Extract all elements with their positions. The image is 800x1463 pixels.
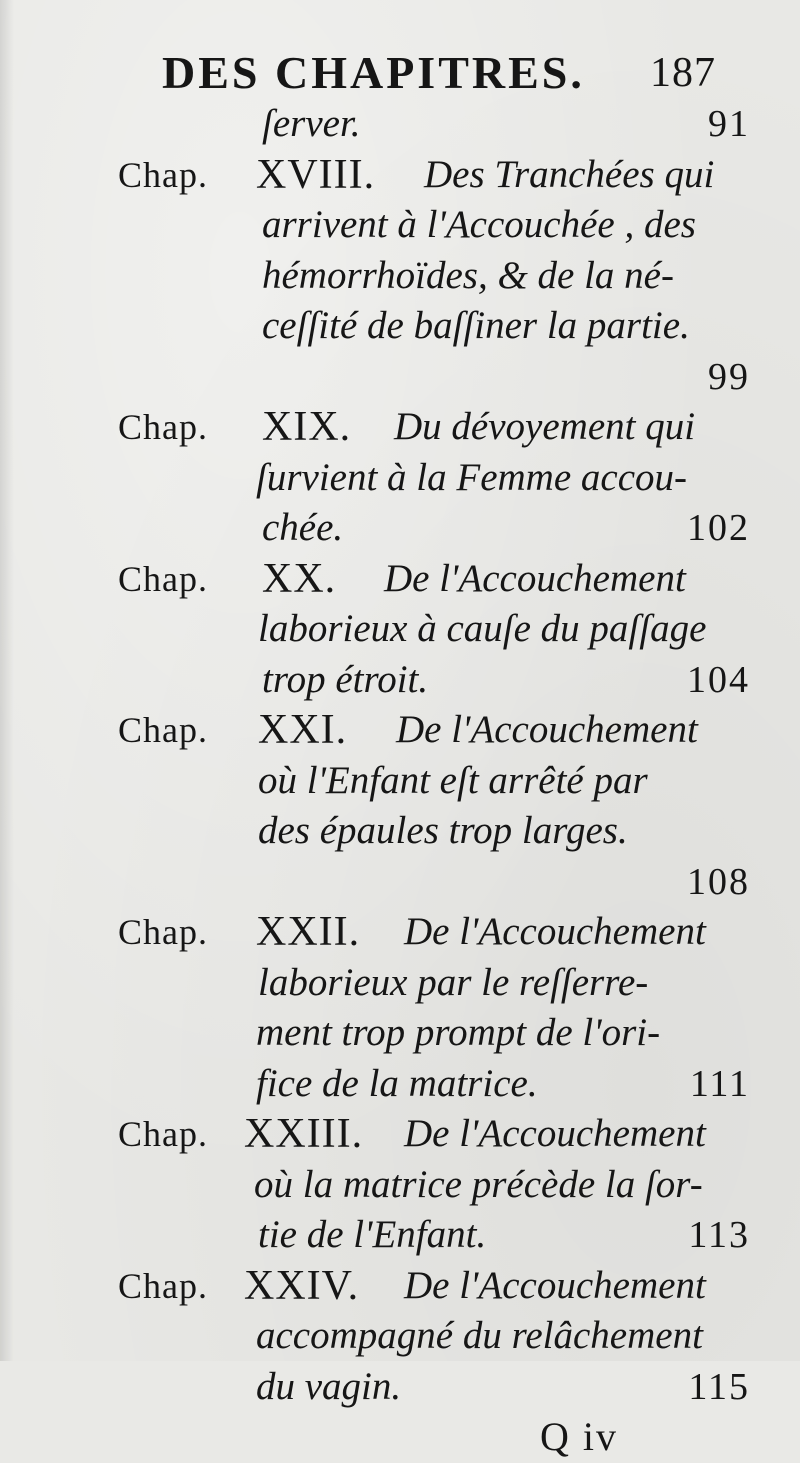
chapter-label: Chap. [118, 155, 208, 195]
chapter-title-line: Du dévoyement qui [394, 405, 696, 448]
continuation-text: ſerver. [262, 102, 361, 145]
chapter-title-line: De l'Accouchement [396, 708, 698, 751]
chapter-page: 102 [687, 507, 750, 549]
chapter-number: XXI. [258, 707, 348, 753]
chapter-label: Chap. [118, 1114, 208, 1154]
chapter-label: Chap. [118, 1266, 208, 1306]
running-head-page-number: 187 [650, 50, 716, 96]
chapter-number: XXIV. [244, 1263, 360, 1309]
chapter-title-line: arrivent à l'Accouchée , des [262, 203, 696, 246]
chapter-number: XVIII. [256, 152, 376, 198]
chapter-page: 111 [689, 1063, 750, 1105]
chapter-number: XIX. [262, 404, 352, 450]
chapter-title-line: De l'Accouchement [404, 1264, 706, 1307]
chapter-title-line: du vagin. [256, 1365, 402, 1408]
signature-mark: Q iv [540, 1414, 618, 1459]
chapter-page: 108 [687, 861, 750, 903]
chapter-label: Chap. [118, 912, 208, 952]
chapter-page: 115 [688, 1366, 750, 1408]
chapter-title-line: De l'Accouchement [404, 910, 706, 953]
chapter-title-line: ſurvient à la Femme accou- [256, 456, 688, 499]
chapter-page: 99 [708, 356, 750, 398]
chapter-title-line: accompagné du relâchement [256, 1314, 703, 1357]
chapter-title-line: où la matrice précède la ſor- [254, 1163, 703, 1206]
chapter-label: Chap. [118, 710, 208, 750]
chapter-title-line: fice de la matrice. [256, 1062, 538, 1105]
chapter-title-line: laborieux par le reſſerre- [258, 961, 649, 1004]
chapter-title-line: De l'Accouchement [404, 1112, 706, 1155]
chapter-label: Chap. [118, 559, 208, 599]
chapter-page: 113 [688, 1214, 750, 1256]
chapter-number: XX. [262, 556, 337, 602]
chapter-title-line: Des Tranchées qui [424, 153, 715, 196]
continuation-page: 91 [708, 103, 750, 145]
chapter-title-line: ceſſité de baſſiner la partie. [262, 304, 690, 347]
running-head-title: DES CHAPITRES. [162, 47, 585, 98]
chapter-label: Chap. [118, 407, 208, 447]
chapter-number: XXII. [256, 909, 361, 955]
chapter-title-line: des épaules trop larges. [258, 809, 628, 852]
chapter-title-line: hémorrhoïdes, & de la né- [262, 254, 674, 297]
chapter-title-line: laborieux à cauſe du paſſage [258, 607, 707, 650]
chapter-title-line: où l'Enfant eſt arrêté par [258, 759, 648, 802]
chapter-title-line: trop étroit. [262, 658, 429, 701]
chapter-number: XXIII. [244, 1111, 364, 1157]
chapter-title-line: De l'Accouchement [384, 557, 686, 600]
chapter-title-line: ment trop prompt de l'ori- [256, 1011, 661, 1054]
chapter-title-line: tie de l'Enfant. [258, 1213, 487, 1256]
chapter-page: 104 [687, 659, 750, 701]
chapter-title-line: chée. [262, 506, 344, 549]
